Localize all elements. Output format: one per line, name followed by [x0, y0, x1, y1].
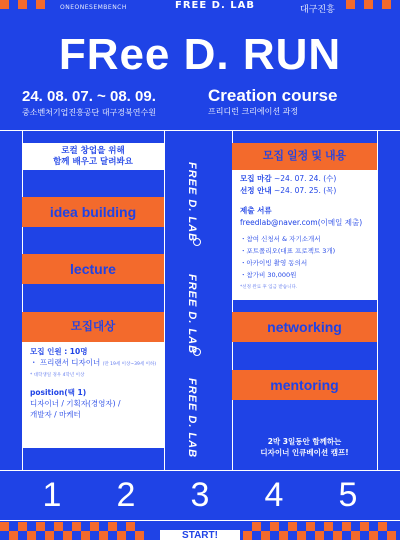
page-title: FRee D. RUN: [58, 30, 342, 79]
step-number: 5: [338, 476, 358, 514]
recruit-target-box: 모집대상: [22, 312, 164, 342]
step-number: 2: [116, 476, 136, 514]
schedule-box: 모집 일정 및 내용: [232, 143, 377, 170]
schedule-note: *선정 완료 후 입금 받습니다.: [240, 285, 298, 290]
position-line-2: 개발자 / 마케터: [30, 410, 81, 419]
logo-right: 대구진흥: [300, 5, 335, 15]
freelancer-note-2: * 대학생일 경우 4학년 이상: [30, 373, 85, 378]
step-number: 3: [190, 476, 210, 514]
schedule-info: [240, 173, 372, 294]
vertical-label: FREE D. LAB: [186, 274, 198, 355]
deadline-label: 모집 마감: [240, 174, 272, 183]
grid-line: [164, 130, 165, 470]
notice-value: ~24. 07. 25. (목): [274, 186, 337, 195]
grid-line: [377, 130, 378, 470]
event-dates: 24. 08. 07. ~ 08. 09.: [22, 88, 156, 105]
mentoring-box: mentoring: [232, 370, 377, 400]
vertical-label: FREE D. LAB: [186, 162, 198, 243]
doc-item: ・참여 신청서 & 자기소개서: [240, 235, 321, 243]
notice-label: 선정 안내: [240, 186, 272, 195]
position-label: position(택 1): [30, 388, 87, 397]
docs-label: 제출 서류: [240, 206, 272, 215]
vertical-label: FREE D. LAB: [186, 378, 198, 459]
doc-item: ・아카이빙 촬영 동의서: [240, 259, 308, 267]
top-logo-strip: [0, 0, 400, 22]
recruit-info: [30, 346, 160, 420]
step-number: 1: [42, 476, 62, 514]
logo-left: ONEONESEMBENCH: [60, 4, 127, 11]
start-label: START!: [160, 530, 240, 540]
intro-text: 로컬 창업을 위해 함께 배우고 달려봐요: [53, 146, 133, 167]
circle-marker: [193, 238, 201, 246]
freelancer-note: (만 19세 이상~39세 이하): [102, 362, 157, 367]
position-line-1: 디자이너 / 기획자(경영자) /: [30, 399, 121, 408]
doc-item: ・참가비 30,000원: [240, 271, 297, 279]
lecture-box: lecture: [22, 254, 164, 284]
divider-line: [0, 130, 400, 131]
submit-email: freedlab@naver.com(이메일 제출): [240, 218, 363, 227]
course-title: Creation course: [208, 86, 338, 105]
course-subtitle: 프리디런 크리에이션 과정: [208, 107, 299, 116]
circle-marker: [193, 348, 201, 356]
doc-item: ・포트폴리오(대표 프로젝트 3개): [240, 247, 336, 255]
networking-box: networking: [232, 312, 377, 342]
headcount: 모집 인원 : 10명: [30, 347, 88, 356]
step-numbers: [22, 470, 378, 520]
idea-building-box: idea building: [22, 197, 164, 227]
event-venue: 중소벤처기업진흥공단 대구경북연수원: [22, 108, 156, 117]
vertical-brand-strip: [178, 152, 218, 459]
divider-line: [0, 520, 400, 521]
camp-text: 2박 3일동안 함께하는 디자이너 인큐베이션 캠프!: [260, 437, 349, 457]
deadline-value: ~24. 07. 24. (수): [274, 174, 337, 183]
freelancer-label: ・ 프리랜서 디자이너: [30, 358, 101, 367]
logo-center: FREE D. LAB: [175, 0, 255, 11]
step-number: 4: [264, 476, 284, 514]
